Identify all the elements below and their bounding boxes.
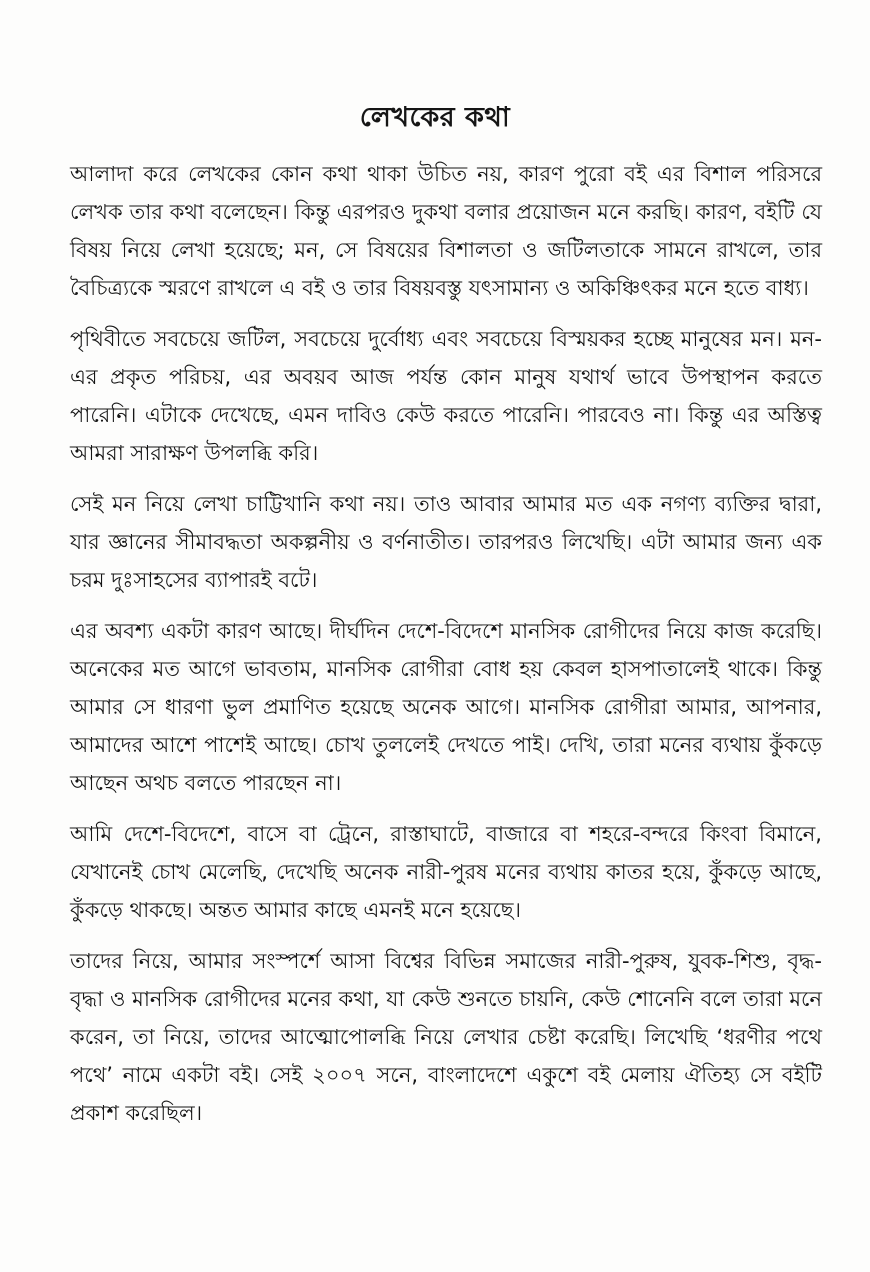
body-text bbox=[70, 155, 822, 1132]
paragraph-1: আলাদা করে লেখকের কোন কথা থাকা উচিত নয়, কারণ পুরো বই এর বিশাল পরিসরে লেখক তার কথা বলেছেন। কিন্তু এরপরও দুকথা বলার প্রয়োজন মনে করছি। কারণ, বইটি যে বিষয় নিয়ে লেখা হয়েছে; মন, সে বিষয়ের বিশালতা ও জটিলতাকে সামনে রাখলে, তার বৈচিত্র্যকে স্মরণে রাখলে এ বই ও তার বিষয়বস্তু যৎসামান্য ও অকিঞ্চিৎকর মনে হতে বাধ্য। bbox=[70, 162, 822, 300]
paragraph-4: এর অবশ্য একটা কারণ আছে। দীর্ঘদিন দেশে-বিদেশে মানসিক রোগীদের নিয়ে কাজ করেছি। অনেকের মত আগে ভাবতাম, মানসিক রোগীরা বোধ হয় কেবল হাসপাতালেই থাকে। কিন্তু আমার সে ধারণা ভুল প্রমাণিত হয়েছে অনেক আগে। মানসিক রোগীরা আমার, আপনার, আমাদের আশে পাশেই আছে। চোখ তুললেই দেখতে পাই। দেখি, তারা মনের ব্যথায় কুঁকড়ে আছেন অথচ বলতে পারছেন না। bbox=[70, 619, 822, 795]
page-title: লেখকের কথা bbox=[359, 102, 511, 133]
paragraph-6: তাদের নিয়ে, আমার সংস্পর্শে আসা বিশ্বের বিভিন্ন সমাজের নারী-পুরুষ, যুবক-শিশু, বৃদ্ধ-বৃদ্ধা ও মানসিক রোগীদের মনের কথা, যা কেউ শুনতে চায়নি, কেউ শোনেনি বলে তারা মনে করেন, তা নিয়ে, তাদের আত্মোপোলব্ধি নিয়ে লেখার চেষ্টা করেছি। লিখেছি ‘ধরণীর পথে পথে’ নামে একটা বই। সেই ২০০৭ সনে, বাংলাদেশে একুশে বই মেলায় ঐতিহ্য সে বইটি প্রকাশ করেছিল। bbox=[70, 949, 822, 1125]
paragraph-3: সেই মন নিয়ে লেখা চাট্টিখানি কথা নয়। তাও আবার আমার মত এক নগণ্য ব্যক্তির দ্বারা, যার জ্ঞানের সীমাবদ্ধতা অকল্পনীয় ও বর্ণনাতীত। তারপরও লিখেছি। এটা আমার জন্য এক চরম দুঃসাহসের ব্যাপারই বটে। bbox=[70, 492, 822, 592]
paragraph-2: পৃথিবীতে সবচেয়ে জটিল, সবচেয়ে দুর্বোধ্য এবং সবচেয়ে বিস্ময়কর হচ্ছে মানুষের মন। মন-এর প্রকৃত পরিচয়, এর অবয়ব আজ পর্যন্ত কোন মানুষ যথার্থ ভাবে উপস্থাপন করতে পারেনি। এটাকে দেখেছে, এমন দাবিও কেউ করতে পারেনি। পারবেও না। কিন্তু এর অস্তিত্ব আমরা সারাক্ষণ উপলব্ধি করি। bbox=[70, 327, 822, 465]
paragraph-5: আমি দেশে-বিদেশে, বাসে বা ট্রেনে, রাস্তাঘাটে, বাজারে বা শহরে-বন্দরে কিংবা বিমানে, যেখানেই চোখ মেলেছি, দেখেছি অনেক নারী-পুরষ মনের ব্যথায় কাতর হয়ে, কুঁকড়ে আছে, কুঁকড়ে থাকছে। অন্তত আমার কাছে এমনই মনে হয়েছে। bbox=[70, 822, 822, 922]
